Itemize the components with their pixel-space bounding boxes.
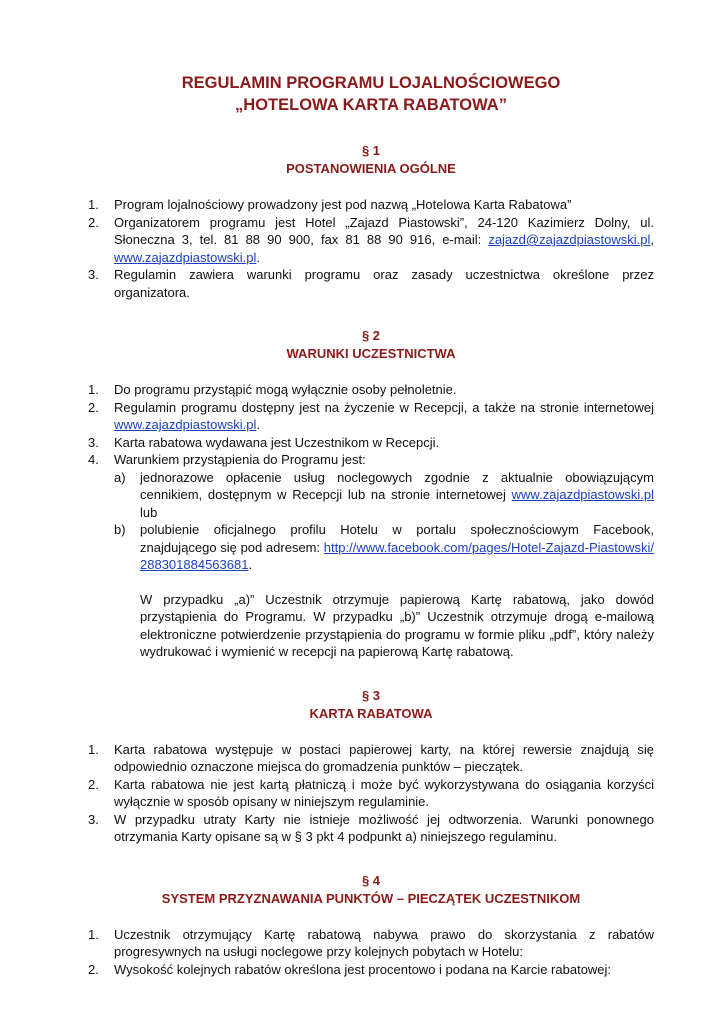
list-item (88, 741, 654, 776)
section-2-note: W przypadku „a)” Uczestnik otrzymuje papierową Kartę rabatową, jako dowód przystąpienia do Programu. W przypadku „b)” Uczestnik otrzymuje drogą e-mailową elektroniczne potwierdzenie przystąpienia do programu w formie pliku „pdf”, który należy wydrukować i wymienić w recepcji na papierową Kartę rabatową. (140, 591, 654, 659)
item-number: 4. (88, 452, 99, 467)
website-link[interactable]: www.zajazdpiastowski.pl (511, 487, 654, 502)
item-text: Program lojalnościowy prowadzony jest pod nazwą „Hotelowa Karta Rabatowa” (114, 197, 572, 212)
item-text: Karta rabatowa występuje w postaci papierowej karty, na której rewersie znajdują się odpowiednio oznaczone miejsca do gromadzenia punktów – pieczątek. (114, 741, 654, 774)
item-number: 1. (88, 382, 99, 397)
item-number: 1. (88, 197, 99, 212)
item-text: Regulamin zawiera warunki programu oraz zasady uczestnictwa określone przez organizatora. (114, 267, 654, 300)
item-end: . (256, 249, 260, 265)
list-item (88, 451, 654, 469)
title-line-2: „HOTELOWA KARTA RABATOWA” (235, 96, 507, 114)
list-item (88, 776, 654, 811)
item-number: 2. (88, 214, 99, 230)
document-title (88, 72, 654, 116)
facebook-link[interactable]: http://www.facebook.com/pages/Hotel-Zajazd-Piastowski/288301884563681 (140, 539, 654, 572)
item-text: W przypadku utraty Karty nie istnieje możliwość jej odtworzenia. Warunki ponownego otrzymania Karty opisane są w § 3 pkt 4 podpunkt a) niniejszego regulaminu. (114, 811, 654, 844)
list-item (88, 266, 654, 301)
list-item (88, 811, 654, 846)
item-number: 3. (88, 267, 99, 282)
list-item (88, 196, 654, 214)
section-2-symbol: § 2 (361, 328, 381, 343)
subitem-end: . (248, 557, 253, 572)
item-text: Wysokość kolejnych rabatów określona jest procentowo i podana na Karcie rabatowej: (114, 961, 612, 977)
section-1-heading: POSTANOWIENIA OGÓLNE (286, 161, 456, 176)
list-item (88, 399, 654, 434)
item-number: 1. (88, 926, 99, 942)
item-text: Uczestnik otrzymujący Kartę rabatową nabywa prawo do skorzystania z rabatów progresywnych na usługi noclegowe przy kolejnych pobytach w Hotelu: (114, 926, 654, 959)
subitem-letter: a) (114, 469, 126, 485)
item-text: Karta rabatowa nie jest kartą płatniczą i może być wykorzystywana do osiągania korzyści wyłącznie w sposób opisany w niniejszym regulaminie. (114, 776, 654, 809)
item-number: 2. (88, 399, 99, 415)
section-2-sublist (88, 469, 654, 574)
list-item (88, 926, 654, 961)
subitem-letter: b) (114, 522, 126, 537)
website-link[interactable]: www.zajazdpiastowski.pl (114, 249, 257, 265)
list-item (88, 434, 654, 452)
section-3-heading: KARTA RABATOWA (309, 705, 433, 721)
sublist-item (114, 521, 654, 574)
list-item (88, 381, 654, 399)
section-1-symbol: § 1 (361, 143, 381, 158)
email-link[interactable]: zajazd@zajazdpiastowski.pl (488, 232, 651, 247)
subitem-text: jednorazowe opłacenie usług noclegowych zgodnie z aktualnie obowiązującym cennikiem, dostępnym w Recepcji lub na stronie internetowej (140, 469, 654, 502)
list-item (88, 961, 654, 979)
subitem-end: lub (140, 504, 158, 520)
section-4-heading: SYSTEM PRZYZNAWANIA PUNKTÓW – PIECZĄTEK UCZESTNIKOM (161, 890, 581, 906)
item-number: 1. (88, 741, 99, 757)
title-line-1: REGULAMIN PROGRAMU LOJALNOŚCIOWEGO (181, 74, 561, 92)
item-text: Regulamin programu dostępny jest na życzenie w Recepcji, a także na stronie internetowej (114, 399, 654, 415)
item-number: 2. (88, 776, 99, 792)
list-item (88, 214, 654, 267)
item-number: 3. (88, 811, 99, 827)
section-4-list (88, 926, 654, 979)
sublist-item (114, 469, 654, 522)
website-link[interactable]: www.zajazdpiastowski.pl (114, 417, 257, 432)
item-text: Organizatorem programu jest Hotel „Zajazd Piastowski”, 24-120 Kazimierz Dolny, ul. Słoneczna 3, tel. 81 88 90 900, fax 81 88 90 916, e-mail: (114, 214, 654, 247)
item-number: 3. (88, 434, 99, 450)
item-text: Do programu przystąpić mogą wyłącznie osoby pełnoletnie. (114, 382, 457, 397)
section-2-list (88, 381, 654, 469)
section-1-list (88, 196, 654, 301)
item-end: . (256, 417, 260, 432)
item-text: Karta rabatowa wydawana jest Uczestnikom w Recepcji. (114, 434, 440, 450)
section-3-list (88, 741, 654, 846)
item-separator: , (650, 232, 654, 247)
section-3-symbol: § 3 (361, 687, 381, 703)
item-text: Warunkiem przystąpienia do Programu jest: (114, 452, 366, 467)
item-number: 2. (88, 961, 99, 977)
section-4-symbol: § 4 (361, 872, 381, 888)
section-2-heading: WARUNKI UCZESTNICTWA (286, 346, 456, 361)
subitem-text: polubienie oficjalnego profilu Hotelu w portalu społecznościowym Facebook, znajdującego się pod adresem: (140, 522, 654, 555)
